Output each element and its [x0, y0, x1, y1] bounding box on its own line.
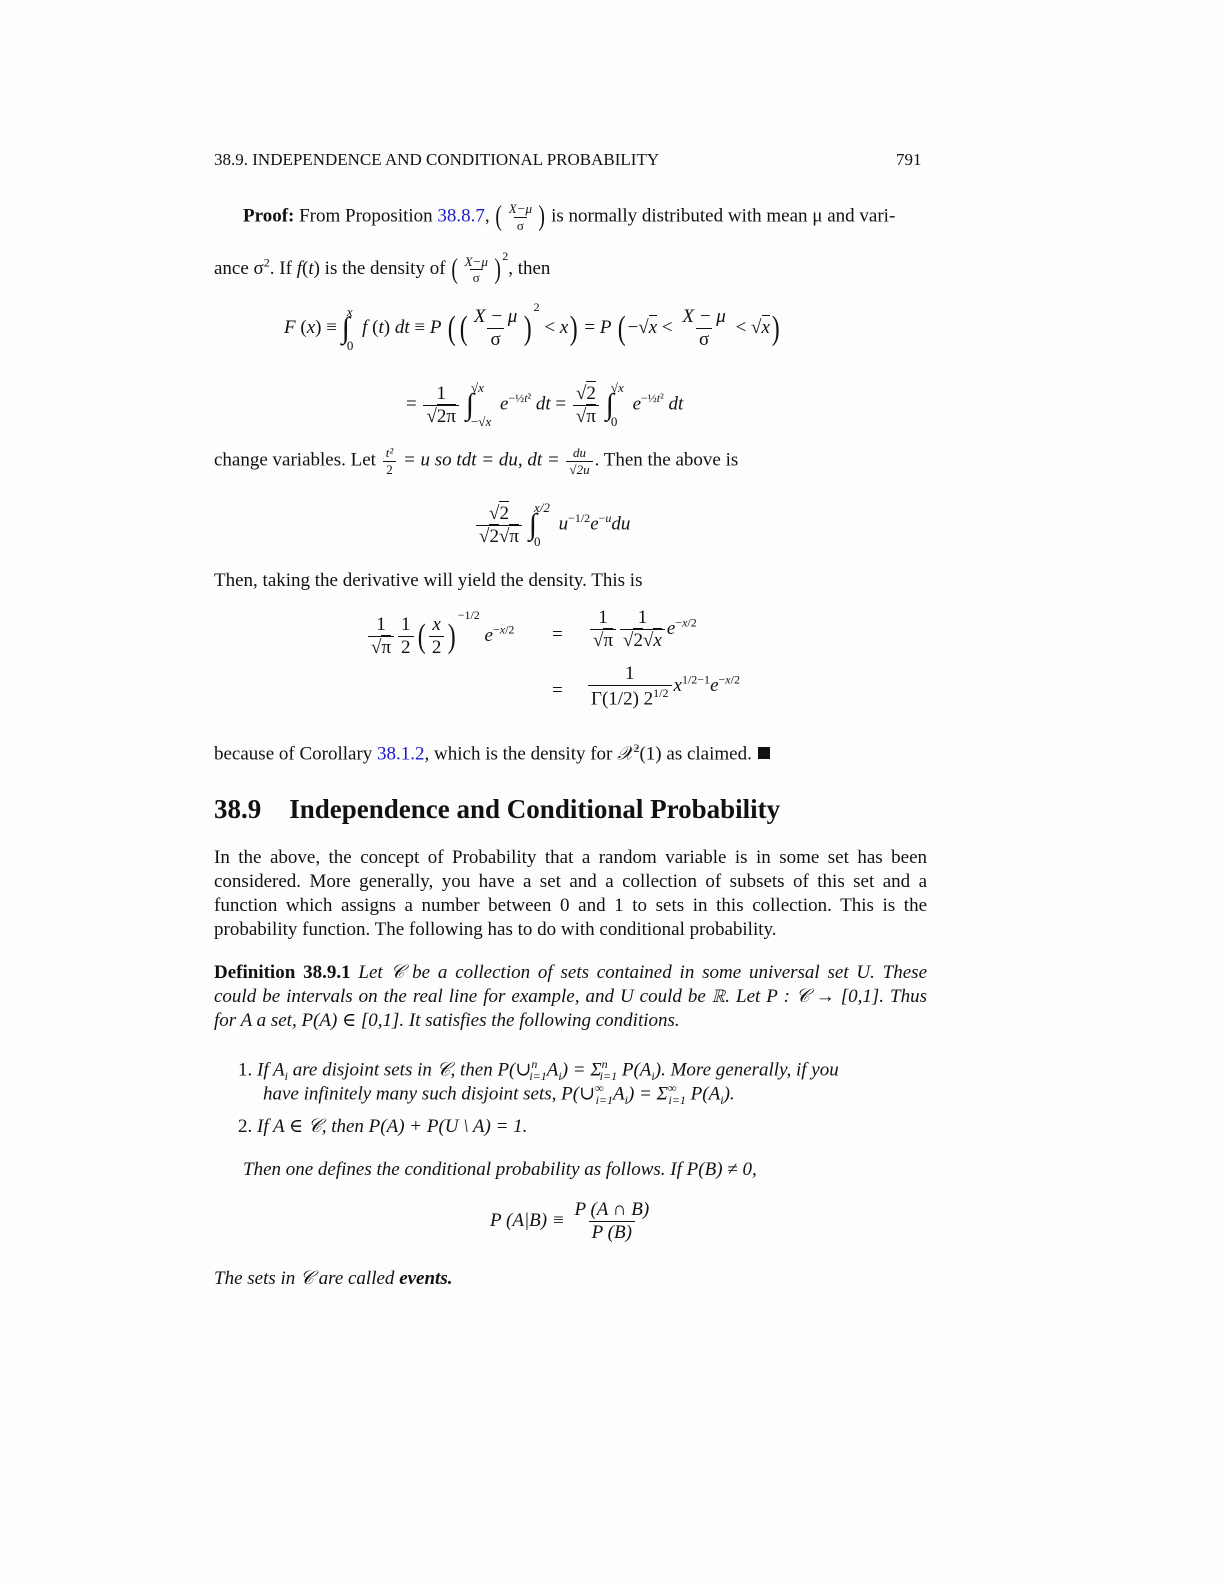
proof-text: is the density of: [324, 258, 446, 279]
definition-item-1-line-2: have infinitely many such disjoint sets, $P(\cup^\infty_{i=1}A_i) = \Sigma^\infty_{i=1}$ $P(A_i)$.: [263, 1081, 735, 1108]
proof-text: (1) as claimed.: [639, 743, 752, 765]
proof-text: is normally distributed with mean μ and vari-: [551, 205, 896, 227]
section-number: 38.9: [214, 794, 262, 824]
events-term: events.: [399, 1268, 453, 1289]
item-number: 1.: [238, 1059, 253, 1081]
proof-text: , then: [508, 258, 551, 279]
equals-sign: =: [552, 624, 563, 645]
item-text: . More generally, if you: [661, 1059, 839, 1081]
proof-text: From Proposition: [299, 205, 433, 227]
corollary-link[interactable]: 38.1.2: [377, 743, 425, 765]
equation-cdf: F (x) ≡ ∫ x 0 f (t) dt ≡ P (( $\frac{X - \mu}{\sigma}$ )$^2$ < x) = P (−√x < $\frac{X - \mu}{\sigma}$ < √x): [284, 300, 780, 353]
page-number: 791: [896, 150, 922, 169]
qed-square-icon: [758, 747, 770, 759]
definition-item-1: 1. If $A_i$ are disjoint sets in 𝒞, then $P(\cup^n_{i=1}A_i) = \Sigma^n_{i=1}$ $P(A_i)$. More generally, if you: [238, 1057, 839, 1084]
proof-text: . Then the above is: [594, 449, 739, 471]
item-number: 2.: [238, 1116, 253, 1137]
section-title: Independence and Conditional Probability: [289, 794, 781, 824]
item-text: If A ∈ 𝒞, then P(A) + P(U \ A) = 1.: [257, 1116, 528, 1137]
proof-text: ance σ: [214, 258, 264, 279]
conditional-text: Then one defines the conditional probability as follows. If P(B) ≠ 0,: [243, 1159, 757, 1180]
equation-substituted: $\frac{√2}{√2√\pi}$ ∫ x/2 0 $u^{-1/2}e^{-u}du$: [474, 500, 630, 550]
corollary-line: because of Corollary 38.1.2, which is the density for 𝒳$^2$(1) as claimed.: [214, 736, 770, 766]
intro-paragraph: In the above, the concept of Probability that a random variable is in some set has been considered. More generally, you have a set and a collection of subsets of this set and a function which assigns a number between 0 and 1 to sets in this collection. This is the probability function. The following has to do with conditional probability.: [214, 847, 927, 940]
change-variables-line: change variables. Let $\frac{\text{t²}}{2}$ = u so tdt = du, dt = $\frac{du}{√2u}$ . Then the above is: [214, 445, 739, 477]
proposition-link[interactable]: 38.8.7: [437, 205, 485, 227]
proof-text: change variables. Let: [214, 449, 376, 471]
equation-gaussian-integral: = $\frac{1}{√2\pi}$ ∫ √x −√x $e^{-\frac{1}{2}t^2}$ dt = $\frac{√2}{√\pi}$ ∫ √x 0 $e^{-\frac{1}{2}t^2}$ dt: [406, 380, 684, 429]
equals-sign: =: [552, 680, 563, 701]
equation-conditional-probability: P (A|B) ≡ $\frac{P (A \cap B)}{P (B)}$: [490, 1199, 650, 1243]
item-text: are disjoint sets in 𝒞, then: [292, 1059, 493, 1081]
item-text: If A: [257, 1059, 285, 1081]
proof-line-1: Proof: From Proposition 38.8.7, ( $\frac{X-\mu}{\sigma}$ ) is normally distributed with mean μ and vari-: [243, 201, 896, 233]
section-heading: [214, 794, 780, 825]
equation-density-1: $\frac{1}{√\pi}$ $\frac{1}{2}$ ( $\frac{x}{2}$ )$^{-1/2}$ $e^{-x/2}$: [366, 608, 514, 658]
derivative-text: Then, taking the derivative will yield the density. This is: [214, 570, 643, 591]
definition-label: Definition 38.9.1: [214, 962, 351, 983]
proof-line-2: ance $\sigma^2$. If f(t) is the density of ( $\frac{X-\mu}{\sigma}$ )$^2$, then: [214, 249, 551, 286]
proof-text: because of Corollary: [214, 743, 373, 765]
proof-text: . If: [269, 258, 292, 279]
definition-item-2: [238, 1115, 527, 1139]
events-text: The sets in 𝒞 are called: [214, 1268, 395, 1289]
equation-density-2: $\frac{1}{\Gamma(1/2) 2^{1/2}}$ $x^{1/2-1}e^{-x/2}$: [586, 664, 740, 709]
running-title: 38.9. INDEPENDENCE AND CONDITIONAL PROBABILITY: [214, 150, 660, 169]
definition-text: Let 𝒞 be a collection of sets contained in some universal set U. These could be intervals on the real line for example, and U could be ℝ. Let P : 𝒞 → [0,1]. Thus for A a set, P(A) ∈ [0,1]. It satisfies the following conditions.: [214, 962, 928, 1031]
item-text: have infinitely many such disjoint sets,: [263, 1083, 557, 1105]
proof-label: Proof:: [243, 205, 295, 227]
definition-block: [214, 961, 927, 1033]
proof-text: = u so tdt = du, dt =: [402, 449, 560, 471]
proof-text: , which is the density for: [424, 743, 613, 765]
events-line: [214, 1267, 452, 1291]
equation-density-1-rhs: $\frac{1}{√\pi}$ $\frac{1}{√2√x}$ $e^{-x/2}$: [588, 608, 697, 651]
